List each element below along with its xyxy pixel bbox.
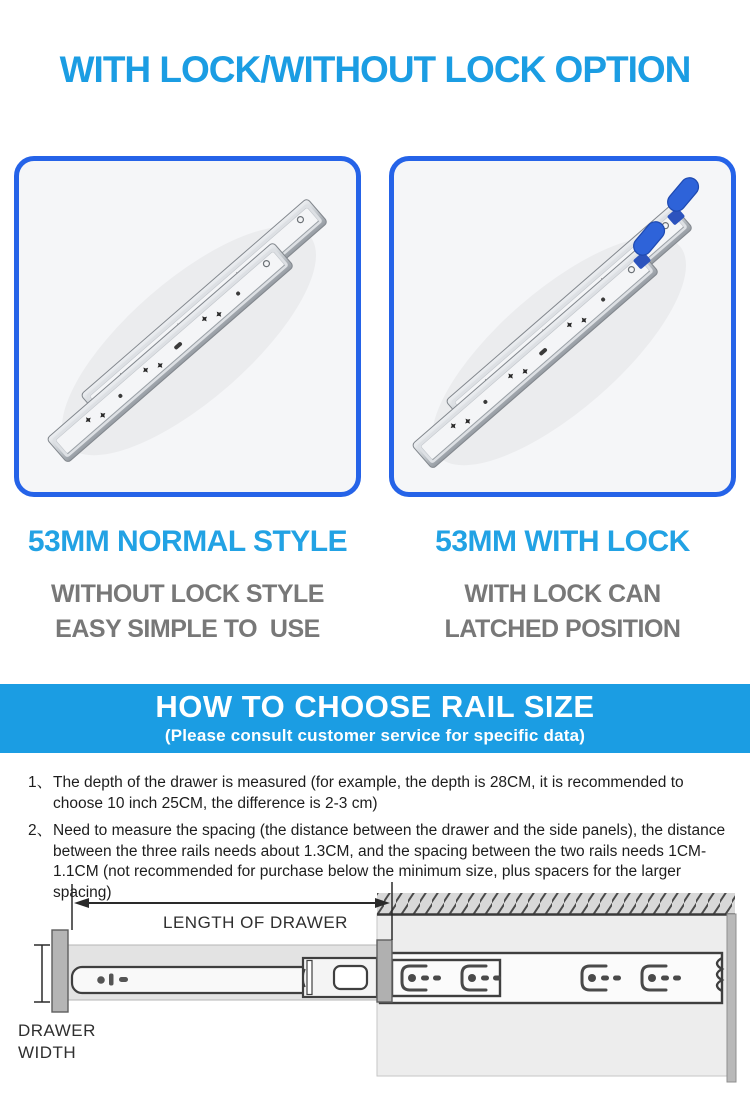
width-dimension bbox=[34, 945, 50, 1002]
instruction-1-text: The depth of the drawer is measured (for example, the depth is 28CM, it is recommended to choose 10 inch 25CM, the difference is 2-3 cm) bbox=[53, 774, 684, 812]
banner-subtitle: (Please consult customer service for specific data) bbox=[164, 726, 586, 745]
desc-without-lock-line2: EASY SIMPLE TO USE bbox=[55, 615, 320, 643]
drawer-back-bar bbox=[377, 940, 392, 1002]
instruction-2-number: 2、 bbox=[28, 822, 53, 839]
drawer-width-label-line1: DRAWER bbox=[18, 1021, 96, 1040]
banner-title: HOW TO CHOOSE RAIL SIZE bbox=[155, 689, 595, 724]
instruction-2-text: Need to measure the spacing (the distance between the drawer and the side panels), the distance between the three rails needs about 1.3CM, and the spacing between the two rails needs 1CM-1.1CM (not recommended for purchase below the minimum size, plus spacers for the larger spacing) bbox=[53, 822, 726, 901]
caption-with-lock: 53MM WITH LOCK bbox=[435, 525, 690, 558]
desc-without-lock-line1: WITHOUT LOCK STYLE bbox=[51, 580, 324, 608]
instruction-item-1 bbox=[28, 773, 726, 814]
product-photo-with-lock bbox=[389, 156, 736, 497]
drawer-slide-illustration-plain bbox=[19, 161, 356, 492]
desc-with-lock-line1: WITH LOCK CAN bbox=[464, 580, 661, 608]
drawer-assembly bbox=[68, 945, 377, 1000]
cabinet-rail bbox=[380, 953, 722, 1003]
product-photo-without-lock bbox=[14, 156, 361, 497]
drawer-slide-illustration-lock bbox=[394, 161, 731, 492]
desc-with-lock-line2: LATCHED POSITION bbox=[444, 615, 681, 643]
caption-normal-style: 53MM NORMAL STYLE bbox=[27, 525, 348, 558]
page-title: WITH LOCK/WITHOUT LOCK OPTION bbox=[59, 49, 691, 90]
rail-size-diagram bbox=[0, 878, 750, 1113]
drawer-front-bar bbox=[52, 930, 68, 1012]
drawer-width-label-line2: WIDTH bbox=[18, 1043, 77, 1062]
length-of-drawer-label: LENGTH OF DRAWER bbox=[163, 913, 348, 932]
instruction-1-number: 1、 bbox=[28, 774, 53, 791]
section-banner bbox=[0, 684, 750, 753]
